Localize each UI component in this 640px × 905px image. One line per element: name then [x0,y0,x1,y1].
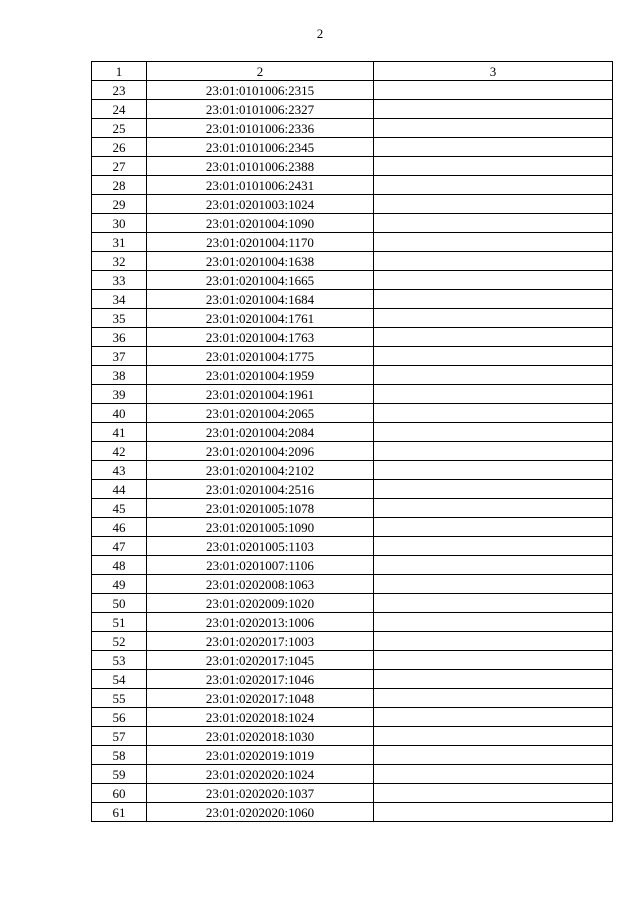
notes-cell [374,651,613,670]
cadastral-number-cell: 23:01:0201004:1090 [147,214,374,233]
table-row [92,575,613,594]
table-row [92,632,613,651]
row-number-cell: 54 [92,670,147,689]
notes-cell [374,803,613,822]
row-number-cell: 40 [92,404,147,423]
table-row [92,119,613,138]
row-number-cell: 35 [92,309,147,328]
notes-cell [374,347,613,366]
column-header-2: 2 [147,62,374,81]
row-number-cell: 60 [92,784,147,803]
row-number-cell: 25 [92,119,147,138]
table-row [92,100,613,119]
cadastral-number-cell: 23:01:0202019:1019 [147,746,374,765]
row-number-cell: 41 [92,423,147,442]
table-row [92,404,613,423]
notes-cell [374,765,613,784]
cadastral-number-cell: 23:01:0202020:1024 [147,765,374,784]
notes-cell [374,404,613,423]
row-number-cell: 46 [92,518,147,537]
row-number-cell: 38 [92,366,147,385]
table-row [92,233,613,252]
notes-cell [374,518,613,537]
table-row [92,328,613,347]
cadastral-number-cell: 23:01:0202017:1045 [147,651,374,670]
row-number-cell: 55 [92,689,147,708]
row-number-cell: 37 [92,347,147,366]
cadastral-number-cell: 23:01:0202017:1003 [147,632,374,651]
table-row [92,81,613,100]
table-row [92,613,613,632]
row-number-cell: 30 [92,214,147,233]
notes-cell [374,233,613,252]
notes-cell [374,309,613,328]
table-row [92,271,613,290]
row-number-cell: 52 [92,632,147,651]
row-number-cell: 39 [92,385,147,404]
cadastral-number-cell: 23:01:0201004:2084 [147,423,374,442]
table-row [92,746,613,765]
row-number-cell: 24 [92,100,147,119]
table-row [92,138,613,157]
table-row [92,784,613,803]
table-row [92,708,613,727]
notes-cell [374,100,613,119]
cadastral-number-cell: 23:01:0101006:2431 [147,176,374,195]
cadastral-number-cell: 23:01:0201004:1761 [147,309,374,328]
cadastral-number-cell: 23:01:0201004:2516 [147,480,374,499]
row-number-cell: 45 [92,499,147,518]
cadastral-number-cell: 23:01:0101006:2345 [147,138,374,157]
cadastral-number-cell: 23:01:0201004:1684 [147,290,374,309]
table-row [92,670,613,689]
row-number-cell: 34 [92,290,147,309]
cadastral-number-cell: 23:01:0101006:2388 [147,157,374,176]
cadastral-number-cell: 23:01:0201004:1638 [147,252,374,271]
notes-cell [374,119,613,138]
cadastral-number-cell: 23:01:0201007:1106 [147,556,374,575]
page-number: 2 [316,26,324,41]
table-row [92,765,613,784]
notes-cell [374,670,613,689]
table-row [92,480,613,499]
notes-cell [374,461,613,480]
cadastral-number-cell: 23:01:0201004:2096 [147,442,374,461]
row-number-cell: 26 [92,138,147,157]
table-row [92,461,613,480]
notes-cell [374,613,613,632]
table-body [92,81,613,822]
row-number-cell: 49 [92,575,147,594]
notes-cell [374,575,613,594]
row-number-cell: 50 [92,594,147,613]
row-number-cell: 58 [92,746,147,765]
cadastral-number-cell: 23:01:0101006:2336 [147,119,374,138]
notes-cell [374,480,613,499]
notes-cell [374,176,613,195]
table-row [92,176,613,195]
cadastral-number-cell: 23:01:0201004:1959 [147,366,374,385]
table-row [92,366,613,385]
table-row [92,518,613,537]
table-row [92,803,613,822]
table-row [92,252,613,271]
cadastral-number-cell: 23:01:0202018:1024 [147,708,374,727]
cadastral-number-cell: 23:01:0202017:1048 [147,689,374,708]
row-number-cell: 36 [92,328,147,347]
notes-cell [374,328,613,347]
notes-cell [374,632,613,651]
table-row [92,689,613,708]
table-row [92,157,613,176]
notes-cell [374,499,613,518]
cadastral-number-cell: 23:01:0202017:1046 [147,670,374,689]
row-number-cell: 44 [92,480,147,499]
cadastral-number-cell: 23:01:0201005:1078 [147,499,374,518]
row-number-cell: 56 [92,708,147,727]
table-row [92,651,613,670]
table-row [92,727,613,746]
table-header-row [92,62,613,81]
cadastral-number-cell: 23:01:0101006:2327 [147,100,374,119]
row-number-cell: 59 [92,765,147,784]
row-number-cell: 29 [92,195,147,214]
row-number-cell: 51 [92,613,147,632]
row-number-cell: 33 [92,271,147,290]
notes-cell [374,214,613,233]
notes-cell [374,290,613,309]
table-row [92,195,613,214]
cadastral-number-cell: 23:01:0201003:1024 [147,195,374,214]
notes-cell [374,784,613,803]
notes-cell [374,138,613,157]
notes-cell [374,157,613,176]
notes-cell [374,271,613,290]
table-row [92,594,613,613]
row-number-cell: 32 [92,252,147,271]
cadastral-number-cell: 23:01:0202020:1060 [147,803,374,822]
table-row [92,309,613,328]
notes-cell [374,746,613,765]
table-row [92,347,613,366]
row-number-cell: 42 [92,442,147,461]
cadastral-number-cell: 23:01:0201005:1090 [147,518,374,537]
table-row [92,290,613,309]
row-number-cell: 48 [92,556,147,575]
cadastral-number-table [91,61,613,822]
row-number-cell: 23 [92,81,147,100]
table-row [92,423,613,442]
notes-cell [374,366,613,385]
notes-cell [374,556,613,575]
notes-cell [374,594,613,613]
notes-cell [374,537,613,556]
notes-cell [374,727,613,746]
table-row [92,499,613,518]
table-row [92,385,613,404]
cadastral-number-cell: 23:01:0202008:1063 [147,575,374,594]
row-number-cell: 27 [92,157,147,176]
table-row [92,214,613,233]
column-header-3: 3 [374,62,613,81]
row-number-cell: 57 [92,727,147,746]
table-row [92,556,613,575]
table-row [92,442,613,461]
row-number-cell: 31 [92,233,147,252]
notes-cell [374,385,613,404]
notes-cell [374,81,613,100]
notes-cell [374,442,613,461]
cadastral-number-cell: 23:01:0201004:1961 [147,385,374,404]
cadastral-number-cell: 23:01:0201004:1763 [147,328,374,347]
notes-cell [374,252,613,271]
row-number-cell: 61 [92,803,147,822]
notes-cell [374,689,613,708]
cadastral-number-cell: 23:01:0201004:1170 [147,233,374,252]
cadastral-number-cell: 23:01:0201004:1775 [147,347,374,366]
notes-cell [374,423,613,442]
cadastral-number-cell: 23:01:0101006:2315 [147,81,374,100]
cadastral-number-cell: 23:01:0202009:1020 [147,594,374,613]
cadastral-number-cell: 23:01:0201004:2102 [147,461,374,480]
cadastral-number-cell: 23:01:0202018:1030 [147,727,374,746]
cadastral-number-cell: 23:01:0201005:1103 [147,537,374,556]
column-header-1: 1 [92,62,147,81]
cadastral-number-cell: 23:01:0201004:2065 [147,404,374,423]
table-row [92,537,613,556]
row-number-cell: 28 [92,176,147,195]
notes-cell [374,708,613,727]
cadastral-number-cell: 23:01:0201004:1665 [147,271,374,290]
row-number-cell: 43 [92,461,147,480]
cadastral-number-cell: 23:01:0202013:1006 [147,613,374,632]
cadastral-number-cell: 23:01:0202020:1037 [147,784,374,803]
row-number-cell: 53 [92,651,147,670]
row-number-cell: 47 [92,537,147,556]
notes-cell [374,195,613,214]
